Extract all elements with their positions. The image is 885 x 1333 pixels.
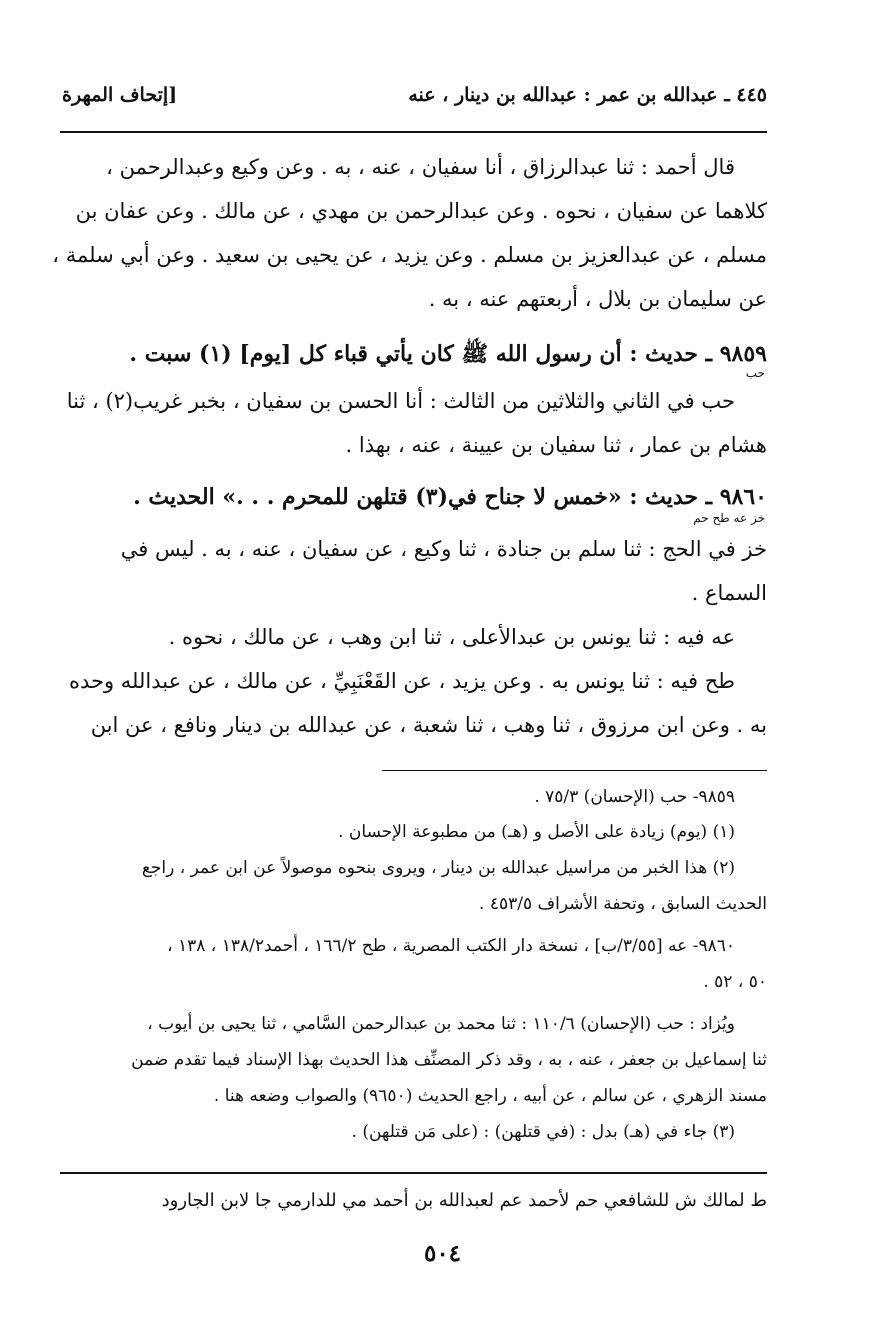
hadith-heading-9859: ٩٨٥٩ ـ حديث : أن رسول الله ﷺ كان يأتي قباء كل [يوم] (١) سبت . — [129, 341, 767, 367]
footnote-line: ٥٠ ، ٥٢ . — [703, 972, 767, 992]
footnote-line: مسند الزهري ، عن سالم ، عن أبيه ، راجع الحديث (٩٦٥٠) والصواب وضعه هنا . — [213, 1086, 767, 1106]
bottom-rule — [60, 1172, 767, 1174]
body-line: خز في الحج : ثنا سلم بن جنادة ، ثنا وكيع ، عن سفيان ، عنه ، به . ليس في — [120, 537, 767, 561]
running-header-title: ٤٤٥ ـ عبدالله بن عمر : عبدالله بن دينار ، عنه — [408, 84, 767, 106]
footnote-rule — [382, 770, 767, 771]
hadith-heading-9860: ٩٨٦٠ ـ حديث : «خمس لا جناح في(٣) قتلهن للمحرم . . .» الحديث . — [133, 484, 767, 510]
footnote-line: (٣) جاء في (هـ) بدل : (في قتلهن) : (على مَن قتلهن) . — [351, 1122, 735, 1142]
symbols-key: ط لمالك ش للشافعي حم لأحمد عم لعبدالله بن أحمد مي للدارمي جا لابن الجارود — [161, 1190, 767, 1211]
hadith-source-codes: حب — [745, 366, 765, 380]
body-line: حب في الثاني والثلاثين من الثالث : أنا الحسن بن سفيان ، بخبر غريب(٢) ، ثنا — [66, 389, 735, 413]
body-line: طح فيه : ثنا يونس به . وعن يزيد ، عن القَعْنَبِيِّ ، عن مالك ، عن عبدالله وحده — [68, 669, 735, 693]
footnote-line: ثنا إسماعيل بن جعفر ، عنه ، به ، وقد ذكر المصنِّف هذا الحديث بهذا الإسناد فيما تقدم ضمن — [131, 1050, 767, 1070]
footnote-line: ويُزاد : حب (الإحسان) ١١٠/٦ : ثنا محمد بن عبدالرحمن السَّامي ، ثنا يحيى بن أيوب ، — [147, 1014, 735, 1034]
body-line: عه فيه : ثنا يونس بن عبدالأعلى ، ثنا ابن وهب ، عن مالك ، نحوه . — [168, 625, 735, 649]
body-line: كلاهما عن سفيان ، نحوه . وعن عبدالرحمن بن مهدي ، عن مالك . وعن عفان بن — [75, 199, 767, 223]
body-line: هشام بن عمار ، ثنا سفيان بن عيينة ، عنه ، بهذا . — [345, 433, 767, 457]
body-line: به . وعن ابن مرزوق ، ثنا وهب ، ثنا شعبة ، عن عبدالله بن دينار ونافع ، عن ابن — [90, 713, 767, 737]
footnote-line: الحديث السابق ، وتحفة الأشراف ٤٥٣/٥ . — [479, 894, 767, 914]
page-number: ٥٠٤ — [423, 1240, 462, 1267]
header-rule — [60, 131, 767, 133]
footnote-line: ٩٨٥٩- حب (الإحسان) ٧٥/٣ . — [534, 787, 735, 807]
body-line: مسلم ، عن عبدالعزيز بن مسلم . وعن يزيد ، عن يحيى بن سعيد . وعن أبي سلمة ، — [52, 243, 767, 267]
hadith-source-codes: خز عه طح حم — [693, 511, 765, 525]
body-line: قال أحمد : ثنا عبدالرزاق ، أنا سفيان ، عنه ، به . وعن وكيع وعبدالرحمن ، — [106, 155, 735, 179]
body-line: عن سليمان بن بلال ، أربعتهم عنه ، به . — [428, 287, 767, 311]
footnote-line: (١) (يوم) زيادة على الأصل و (هـ) من مطبوعة الإحسان . — [338, 822, 735, 842]
footnote-line: ٩٨٦٠- عه [٣/٥٥/ب] ، نسخة دار الكتب المصرية ، طح ١٦٦/٢ ، أحمد١٣٨/٢ ، ١٣٨ ، — [167, 936, 735, 956]
running-header-book: [إتحاف المهرة — [62, 84, 178, 106]
body-line: السماع . — [691, 581, 767, 605]
footnote-line: (٢) هذا الخبر من مراسيل عبدالله بن دينار ، ويروى بنحوه موصولاً عن ابن عمر ، راجع — [141, 858, 735, 878]
